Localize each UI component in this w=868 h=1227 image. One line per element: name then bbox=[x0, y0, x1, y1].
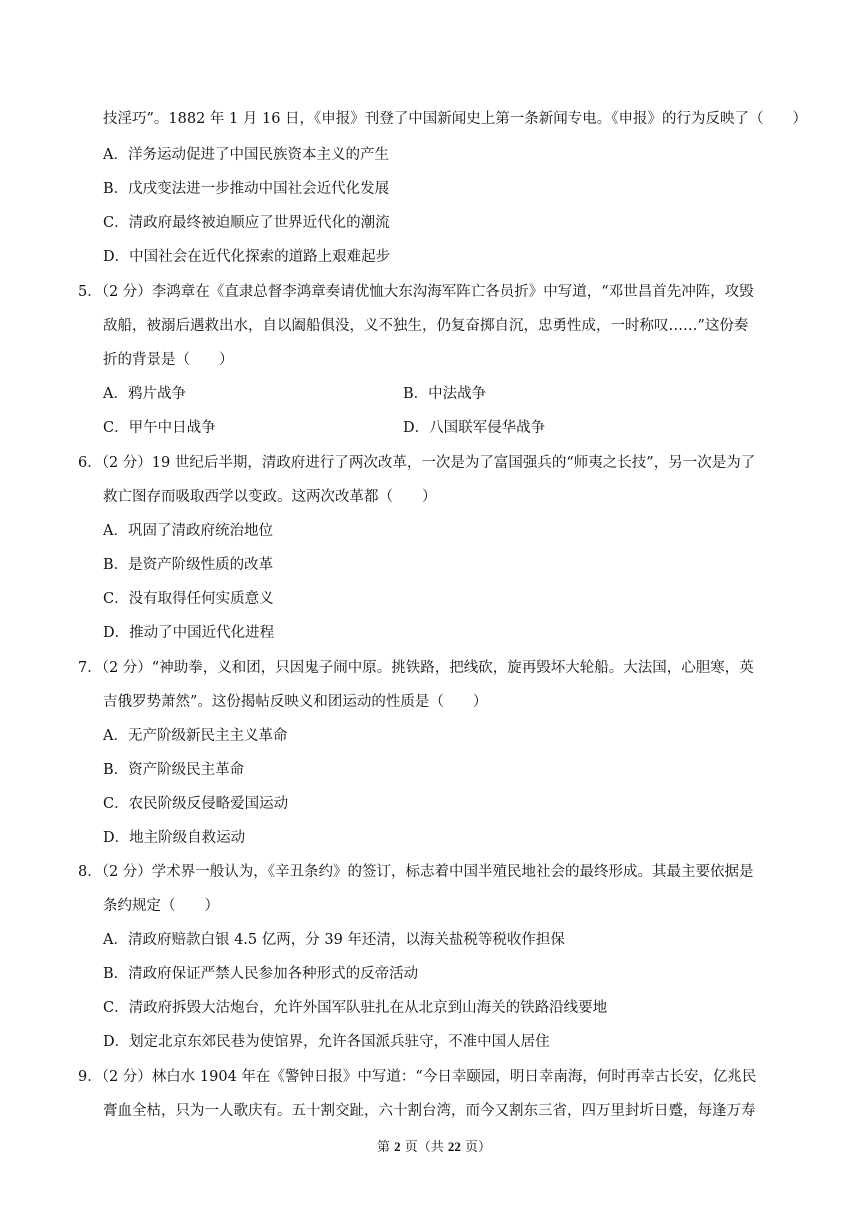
q8-option-d: D．划定北京东郊民巷为使馆界，允许各国派兵驻守，不准中国人居住 bbox=[103, 1034, 550, 1050]
q7-stem-line-2: 吉俄罗势萧然”。这份揭帖反映义和团运动的性质是（ ） bbox=[103, 694, 488, 710]
page-footer bbox=[0, 1138, 868, 1157]
q7-stem-line-1: 7．（2 分）“神助拳，义和团，只因鬼子闹中原。挑铁路，把线砍，旋再毁坏大轮船。大法国，心胆寒，英 bbox=[78, 660, 754, 676]
q8-option-a: A．清政府赔款白银 4.5 亿两，分 39 年还清，以海关盐税等税收作担保 bbox=[103, 932, 565, 948]
q6-option-b: B．是资产阶级性质的改革 bbox=[103, 557, 274, 573]
q6-option-c: C．没有取得任何实质意义 bbox=[103, 591, 274, 607]
q5-option-b: B．中法战争 bbox=[403, 386, 487, 402]
footer-prefix: 第 bbox=[376, 1140, 390, 1155]
footer-suffix: 页） bbox=[465, 1140, 492, 1155]
footer-middle: 页（共 bbox=[404, 1140, 444, 1155]
q4-option-d: D．中国社会在近代化探索的道路上艰难起步 bbox=[103, 249, 391, 265]
q8-option-b: B．清政府保证严禁人民参加各种形式的反帝活动 bbox=[103, 966, 419, 982]
q5-stem-line-1: 5．（2 分）李鸿章在《直隶总督李鸿章奏请优恤大东沟海军阵亡各员折》中写道，“邓世昌首先冲阵，攻毁 bbox=[78, 284, 754, 300]
q6-option-d: D．推动了中国近代化进程 bbox=[103, 625, 275, 641]
footer-total-pages: 22 bbox=[447, 1139, 461, 1154]
q5-option-a: A．鸦片战争 bbox=[103, 386, 186, 402]
q9-stem-line-2: 膏血全枯，只为一人歌庆有。五十割交趾，六十割台湾，而今又割东三省，四万里封圻日蹙，每逢万寿 bbox=[103, 1103, 756, 1119]
q4-option-a: A．洋务运动促进了中国民族资本主义的产生 bbox=[103, 147, 389, 163]
q8-option-c: C．清政府拆毁大沽炮台，允许外国军队驻扎在从北京到山海关的铁路沿线要地 bbox=[103, 1000, 608, 1016]
q6-stem-line-2: 救亡图存而吸取西学以变政。这两次改革都（ ） bbox=[103, 489, 437, 505]
q7-option-b: B．资产阶级民主革命 bbox=[103, 762, 245, 778]
q7-option-d: D．地主阶级自救运动 bbox=[103, 830, 246, 846]
q7-option-c: C．农民阶级反侵略爱国运动 bbox=[103, 796, 289, 812]
q9-stem-line-1: 9．（2 分）林白水 1904 年在《警钟日报》中写道：“今日幸颐园，明日幸南海，何时再幸古长安，亿兆民 bbox=[78, 1069, 757, 1085]
q4-option-c: C．清政府最终被迫顺应了世界近代化的潮流 bbox=[103, 215, 390, 231]
q6-stem-line-1: 6．（2 分）19 世纪后半期，清政府进行了两次改革，一次是为了富国强兵的“师夷之长技”，另一次是为了 bbox=[78, 455, 756, 471]
q8-stem-line-1: 8．（2 分）学术界一般认为，《辛丑条约》的签订，标志着中国半殖民地社会的最终形成。其最主要依据是 bbox=[78, 864, 754, 880]
q5-option-c: C．甲午中日战争 bbox=[103, 420, 216, 436]
q4-stem-tail: 技淫巧”。1882 年 1 月 16 日，《申报》刊登了中国新闻史上第一条新闻专电。《申报》的行为反映了（ ） bbox=[103, 111, 808, 127]
q8-stem-line-2: 条约规定（ ） bbox=[103, 898, 219, 914]
footer-page-number: 2 bbox=[394, 1139, 401, 1154]
q4-option-b: B．戊戌变法进一步推动中国社会近代化发展 bbox=[103, 181, 390, 197]
q6-option-a: A．巩固了清政府统治地位 bbox=[103, 523, 273, 539]
q5-option-d: D．八国联军侵华战争 bbox=[403, 420, 546, 436]
q5-stem-line-3: 折的背景是（ ） bbox=[103, 352, 234, 368]
q5-stem-line-2: 敌船，被溺后遇救出水，自以阖船俱没，义不独生，仍复奋掷自沉，忠勇性成，一时称叹……”这份奏 bbox=[103, 318, 749, 334]
q7-option-a: A．无产阶级新民主主义革命 bbox=[103, 728, 288, 744]
